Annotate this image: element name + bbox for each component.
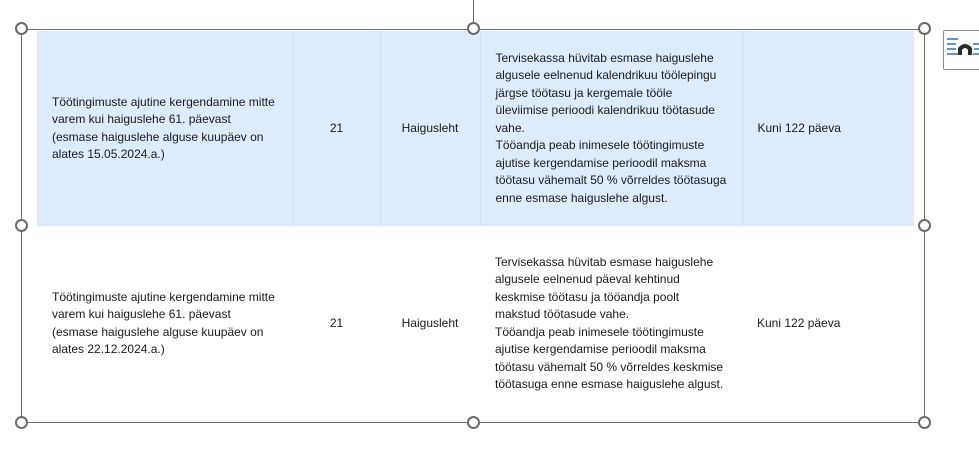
rotation-handle-line xyxy=(473,0,474,22)
cell-code[interactable]: 21 xyxy=(293,226,380,421)
cell-duration[interactable]: Kuni 122 päeva xyxy=(742,31,914,226)
resize-handle-middle-right[interactable] xyxy=(918,219,931,232)
resize-handle-top-right[interactable] xyxy=(918,22,931,35)
cell-document[interactable]: Haigusleht xyxy=(380,226,480,421)
resize-handle-bottom-left[interactable] xyxy=(15,416,28,429)
cell-compensation[interactable]: Tervisekassa hüvitab esmase haiguslehe algusele eelnenud päeval kehtinud keskmise töötasu ja tööandja poolt makstud töötasude vahe. Tööandja peab inimesele töötingimuste ajutise kergendamise perioodil maksma töötasu vähemalt 50 % võrreldes keskmise töötasuga enne esmase haiguslehe algust. xyxy=(480,226,742,421)
resize-handle-middle-left[interactable] xyxy=(15,219,28,232)
cell-description[interactable]: Töötingimuste ajutine kergendamine mitte varem kui haiguslehe 61. päevast (esmase haiguslehe alguse kuupäev on alates 22.12.2024.a.) xyxy=(37,226,293,421)
resize-handle-bottom-center[interactable] xyxy=(467,416,480,429)
table-row[interactable] xyxy=(37,226,914,421)
layout-options-icon[interactable] xyxy=(943,30,979,70)
resize-handle-top-center[interactable] xyxy=(467,22,480,35)
cell-compensation[interactable]: Tervisekassa hüvitab esmase haiguslehe algusele eelnenud kalendrikuu töölepingu järgse töötasu ja kergemale tööle üleviimise perioodi kalendrikuu töötasude vahe. Tööandja peab inimesele töötingimuste ajutise kergendamise perioodil maksma töötasu vähemalt 50 % võrreldes töötasuga enne esmase haiguslehe algust. xyxy=(480,31,742,226)
cell-code[interactable]: 21 xyxy=(293,31,380,226)
cell-description[interactable]: Töötingimuste ajutine kergendamine mitte varem kui haiguslehe 61. päevast (esmase haiguslehe alguse kuupäev on alates 15.05.2024.a.) xyxy=(37,31,293,226)
table-row[interactable] xyxy=(37,31,914,226)
cell-document[interactable]: Haigusleht xyxy=(380,31,480,226)
cell-duration[interactable]: Kuni 122 päeva xyxy=(742,226,914,421)
resize-handle-top-left[interactable] xyxy=(15,22,28,35)
selected-table[interactable] xyxy=(37,31,914,421)
resize-handle-bottom-right[interactable] xyxy=(918,416,931,429)
